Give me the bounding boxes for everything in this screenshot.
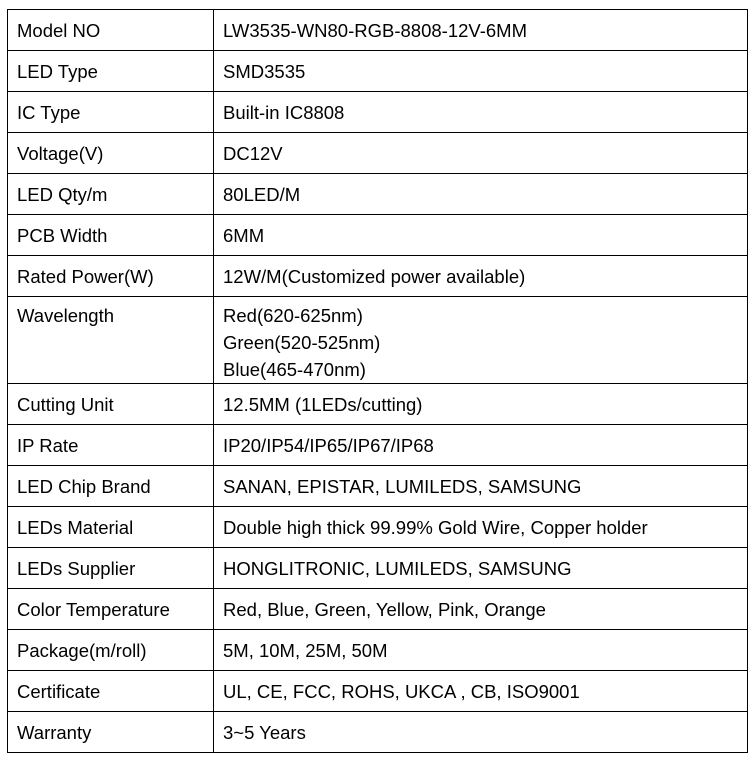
table-row [8,589,748,630]
table-row [8,671,748,712]
spec-label: LEDs Material [8,507,214,548]
spec-label: Warranty [8,712,214,753]
spec-label: LEDs Supplier [8,548,214,589]
spec-label: LED Type [8,51,214,92]
table-row [8,507,748,548]
table-row [8,51,748,92]
table-row [8,712,748,753]
spec-value: 12W/M(Customized power available) [214,256,748,297]
spec-value: 6MM [214,215,748,256]
table-row [8,10,748,51]
table-row [8,466,748,507]
spec-value: 3~5 Years [214,712,748,753]
spec-value: 5M, 10M, 25M, 50M [214,630,748,671]
wavelength-green: Green(520-525nm) [223,332,381,353]
spec-value: Built-in IC8808 [214,92,748,133]
spec-value: SANAN, EPISTAR, LUMILEDS, SAMSUNG [214,466,748,507]
spec-value: IP20/IP54/IP65/IP67/IP68 [214,425,748,466]
spec-label: LED Chip Brand [8,466,214,507]
spec-table [7,9,748,753]
spec-value: LW3535-WN80-RGB-8808-12V-6MM [214,10,748,51]
spec-label: Voltage(V) [8,133,214,174]
spec-value: 12.5MM (1LEDs/cutting) [214,384,748,425]
spec-value: 80LED/M [214,174,748,215]
spec-value: HONGLITRONIC, LUMILEDS, SAMSUNG [214,548,748,589]
spec-label: IP Rate [8,425,214,466]
spec-label: Rated Power(W) [8,256,214,297]
wavelength-blue: Blue(465-470nm) [223,359,366,380]
spec-label: Model NO [8,10,214,51]
table-row [8,215,748,256]
spec-value: Red, Blue, Green, Yellow, Pink, Orange [214,589,748,630]
spec-label: Color Temperature [8,589,214,630]
spec-label: Certificate [8,671,214,712]
table-row [8,384,748,425]
table-row [8,256,748,297]
spec-value: UL, CE, FCC, ROHS, UKCA , CB, ISO9001 [214,671,748,712]
table-row [8,297,748,384]
spec-value: SMD3535 [214,51,748,92]
spec-value: DC12V [214,133,748,174]
spec-label: Wavelength [8,297,214,384]
table-row [8,630,748,671]
spec-label: Package(m/roll) [8,630,214,671]
table-row [8,548,748,589]
table-row [8,92,748,133]
wavelength-red: Red(620-625nm) [223,305,363,326]
spec-value-multiline [214,297,748,384]
spec-label: Cutting Unit [8,384,214,425]
table-row [8,174,748,215]
spec-label: PCB Width [8,215,214,256]
spec-value: Double high thick 99.99% Gold Wire, Copper holder [214,507,748,548]
spec-label: IC Type [8,92,214,133]
table-row [8,133,748,174]
table-row [8,425,748,466]
spec-label: LED Qty/m [8,174,214,215]
